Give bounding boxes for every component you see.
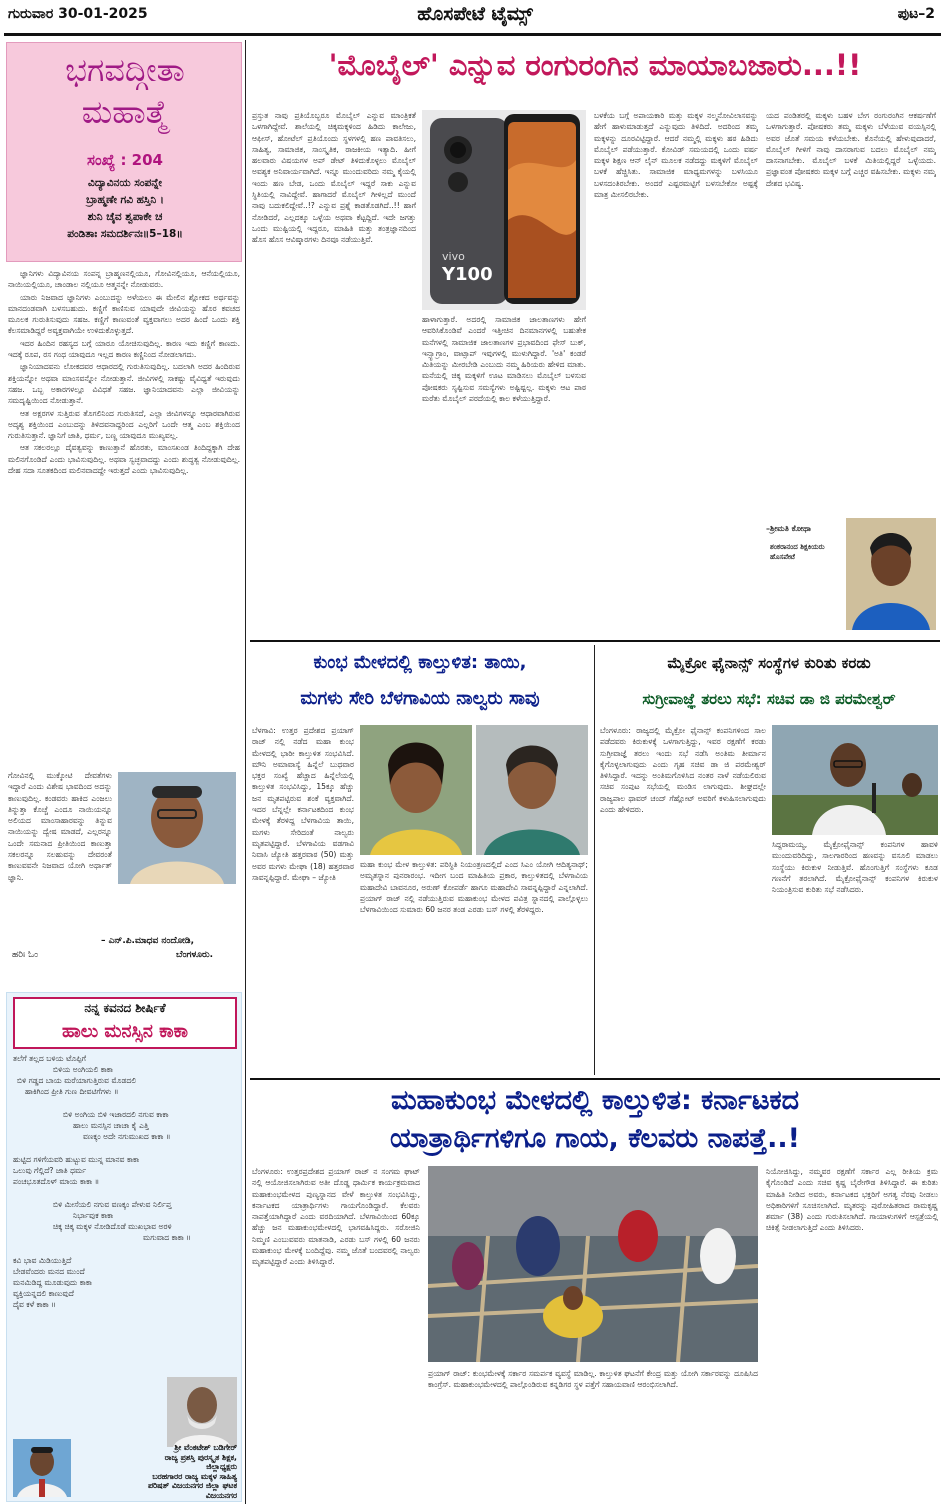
poem-line: ಒಲುವು ಗೆಲ್ಲಿದೆ? ಜಾತಿ ಧರ್ಮ [13,1166,87,1175]
microfinance-article [598,645,940,1075]
shloka-line: ವಿದ್ಯಾವಿನಯ ಸಂಪನ್ನೇ [88,177,162,189]
kumbh-belagavi-article [250,645,590,1075]
poem-body [13,1053,237,1310]
masthead-date: ಗುರುವಾರ 30-01-2025 [8,6,148,22]
poem-line: ದೈವ ಕಳೆ ಕಾಕಾ ॥ [13,1300,56,1309]
gita-author-photo [118,772,236,884]
poem-author-line: ಬರಹಗಾರರ ರಾಜ್ಯ ಮಕ್ಕಳ ಸಾಹಿತ್ಯ [152,1471,237,1481]
poem-stanza [13,1199,237,1243]
poem-stanza [13,1053,237,1097]
poem-line: ಬೇಡವೆಂದರು ಮನದ ಮುಂದೆ [13,1267,85,1276]
gita-paragraph: ಇದರ ಹಿಂದಿನ ರಹಸ್ಯದ ಬಗ್ಗೆ ಯಾರೂ ಯೋಚಿಸುವುದಿಲ್ಲ. ಕಾರಣ ಇದು ಕಣ್ಣಿಗೆ ಕಾಣದು. ಇದಕ್ಕೆ ರೂಪ, ರಸ ಗಂಧ ಯಾವುದೂ ಇಲ್ಲದ ಕಾರಣ ಕಣ್ಣಿನಿಂದ ನೋಡಲಾಗದು. [8,338,240,360]
poem-line: ಹಾಕಿಗಿಂದ ಪ್ರೀತಿ ಗುಣ ದೀವಟಿಗೆಗಳು ॥ [25,1087,119,1096]
kumbh1-headline-line: ಮಗಳು ಸೇರಿ ಬೆಳಗಾವಿಯ ನಾಲ್ವರು ಸಾವು [300,688,540,709]
poem-stanza [13,1109,237,1142]
gita-title-line1: ಭಗವದ್ಗೀತಾ [65,51,185,89]
gita-paragraph: ಆತ ಅಕ್ಷರಗಳ ಸುತ್ತಿರುವ ತೊಗಲಿನಿಂದ ಗುರುತಿಸದೆ, ಎಲ್ಲಾ ಜೀವಿಗಳನ್ನೂ ಆಧಾರವಾಗಿರುವ ಅದೃಶ್ಯ ಶಕ್ತಿಯಿಂದ ಎಂಬುದನ್ನು ತಿಳಿದವನಾದ್ದರಿಂದ ಎಲ್ಲರಿಗೆ ಒಂದೇ ಆತ್ಮ ಎಂಬ ಶಕ್ತಿಯಿಂದ ಗುರುತಿಸುತ್ತಾನೆ. ಜ್ಞಾನಿಗೆ ಜಾತಿ, ಧರ್ಮ, ಬಣ್ಣ ಯಾವುದೂ ಮುಖ್ಯವಲ್ಲ. [8,408,240,441]
kumbh1-headline [250,645,590,717]
poem-title: ಹಾಲು ಮನಸ್ಸಿನ ಕಾಕಾ [61,1021,189,1042]
kumbh2-headline [250,1082,940,1158]
gita-shloka [7,175,243,243]
kumbh1-headline-line: ಕುಂಭ ಮೇಳದಲ್ಲಿ ಕಾಲ್ತುಳಿತ: ತಾಯಿ, [313,652,527,673]
masthead-page-number: ಪುಟ–2 [897,6,935,22]
mobile-col-3: ಬಳಕೆಯ ಬಗ್ಗೆ ಅಪಾಯಕಾರಿ ಮತ್ತು ಮಕ್ಕಳ ನಲ್ಮನೋವಿಲಾಸವನ್ನು ಹೇಗೆ ಹಾಳುಮಾಡುತ್ತದೆ ಎನ್ನುವುದು ತಿಳಿದಿದೆ. ಅದರಿಂದ ತಮ್ಮ ಮಕ್ಕಳನ್ನು ದೂರವಿಟ್ಟಿದ್ದಾರೆ. ಆದರೆ ನಮ್ಮಲ್ಲಿ ಮಕ್ಕಳು ಹಠ ಹಿಡಿದು ಮೊಬೈಲ್ ಪಡೆಯುತ್ತಾರೆ. ಕೋವಿಡ್ ಸಮಯದಲ್ಲಿ ಒಂದು ವರ್ಷ ಮಕ್ಕಳ ಶಿಕ್ಷಣ ಆನ್ ಲೈನ್ ಮೂಲಕ ನಡೆದದ್ದು ಮಕ್ಕಳಿಗೆ ಮೊಬೈಲ್ ಬಳಕೆ ಹೆಚ್ಚಿಸಿತು. ಸಾಮಾಜಿಕ ಮಾಧ್ಯಮಗಳನ್ನು ಬಳಸಿಯೂ ಬಳಸದಂತಿರಬೇಕು. ಅಂದರೆ ಎಷ್ಟರಮಟ್ಟಿಗೆ ಬಳಸಬೇಕೋ ಅಷ್ಟಕ್ಕೆ ಮಾತ್ರ ಮೀಸಲಿರಬೇಕು. [594,111,758,200]
phone-model-label: Y100 [442,264,493,285]
poem-line: ಚಿಕ್ಕ ಚಿಕ್ಕ ಮಕ್ಕಳ ನೋಡಿದೊಡೆ ಮುಖಭಾವ ಅರಳಿ [53,1222,172,1231]
kumbh-karnataka-article [250,1082,940,1502]
masthead-title: ಹೊಸಪೇಟೆ ಟೈಮ್ಸ್ [417,3,533,25]
gita-paragraph: ಯಾರು ನಿಜವಾದ ಜ್ಞಾನಿಗಳು ಎಂಬುದನ್ನು ಅಳೆಯಲು ಈ ಮೇಲಿನ ಶ್ಲೋಕದ ಅರ್ಥವನ್ನು ಮಾನದಂಡವಾಗಿ ಬಳಸಬಹುದು. ಕಣ್ಣಿಗೆ ಕಾಣಿಸುವ ಯಾವುದೇ ಜೀವಿಯನ್ನು ಹೊರ ಕವಚದ ಮೂಲಕ ಗುರುತಿಸುವುದು ಸಹಜ. ಕಣ್ಣಿಗೆ ಕಾಣುವಂತೆ ವ್ಯಕ್ತವಾಗಲು ಅದರ ಹಿಂದೆ ಒಂದು ಶಕ್ತಿ ಕೆಲಸಮಾಡಿದ್ದರೆ ಅವ್ಯಕ್ತವಾಗಿಯೇ ಉಳಿದುಕೊಳ್ಳುತ್ತದೆ. [8,292,240,336]
gita-hari-om: ಹರಿಃ ಓಂ [12,950,39,960]
poem-stanza [13,1154,237,1187]
poem-line: ಬಿಳಿ ಅಂಗಿಯ ಬಿಳಿ ಇಜಾರದಲಿ ನಗುವ ಕಾಕಾ [63,1110,169,1119]
poem-section [6,992,242,1502]
poem-line: ಹುಟ್ಟಿದ ಗಳಿಗೆಯವರಿ ಹುಟ್ಟುವ ಮುನ್ನ ಮಾನವ ಕಾಕಾ [13,1155,140,1164]
poem-heading: ನನ್ನ ಕವನದ ಶೀರ್ಷಿಕೆ [84,1001,166,1015]
poem-line: ನಿರ್ಭಾವುಕ ಕಾಕಾ [73,1211,114,1220]
shloka-line: ಶುನಿ ಚೈವ ಶ್ವಪಾಕೇ ಚ [87,211,163,223]
microfinance-headline-line: ಮೈಕ್ರೋ ಫೈನಾನ್ಸ್ ಸಂಸ್ಥೆಗಳ ಕುರಿತು ಕರಡು [667,654,871,672]
mobile-author-place: ಶಂಕರಾನಂದ ಶಿಕ್ಷಕಿಯರು ಹೊಸಪೇಟೆ [770,543,825,561]
mobile-author-photo [846,518,936,630]
gita-author-name: – ಎನ್.ಪಿ.ಮಾಧವ ನಂದೋಡಿ, [101,936,194,946]
kumbh2-stampede-photo [428,1166,758,1362]
kumbh2-headline-line: ಯಾತ್ರಾರ್ಥಿಗಳಿಗೂ ಗಾಯ, ಕೆಲವರು ನಾಪತ್ತೆ..! [390,1123,800,1154]
microfinance-headline-line: ಸುಗ್ರೀವಾಜ್ಞೆ ತರಲು ಸಭೆ: ಸಚಿವ ಡಾ ಜಿ ಪರಮೇಶ್ವರ್ [642,690,896,708]
poem-line: ಹಾಲು ಮನಸ್ಸಿನ ಚಾಚಾ ಕೈ ಎತ್ತಿ [73,1121,149,1130]
kumbh1-photo-daughter [360,725,472,855]
column-divider [594,645,595,1075]
gita-section [6,42,242,1012]
poem-author-photo [13,1439,71,1497]
masthead-rule [4,33,941,36]
kumbh1-right-text: ಮಹಾ ಕುಂಭ ಮೇಳ ಕಾಲ್ತುಳಿತ: ಪರಿಸ್ಥಿತಿ ನಿಯಂತ್ರಣದಲ್ಲಿದೆ ಎಂದ ಸಿಎಂ ಯೋಗಿ ಆದಿತ್ಯನಾಥ್; ಅಮೃತಸ್ನಾನ ಪುನರಾರಂಭ. ಇದೀಗ ಬಂದ ಮಾಹಿತಿಯ ಪ್ರಕಾರ, ಕಾಲ್ತುಳಿತದಲ್ಲಿ ಬೆಳಗಾವಿಯ ಮಹಾದೇವಿ ಬಾವನೂರ, ಅರುಣ್ ಕೋಪರ್ಡೆ ಹಾಗೂ ಮಹಾದೇವಿ ಸಾವನ್ನಪ್ಪಿದ್ದಾರೆ ಎನ್ನಲಾಗಿದೆ. ಪ್ರಯಾಗ್ ರಾಜ್ ನಲ್ಲಿ ನಡೆಯುತ್ತಿರುವ ಮಹಾಕುಂಭ ಮೇಳದ ಪವಿತ್ರ ಸ್ನಾನದಲ್ಲಿ ಪಾಲ್ಗೊಳ್ಳಲು ಬೆಳಗಾವಿಯಿಂದ ಸುಮಾರು 60 ಜನರ ತಂಡ ಎರಡು ಬಸ್ ಗಳಲ್ಲಿ ತೆರಳಿದ್ದರು. [360,860,588,915]
mobile-col-4: ಯದ ಪಂಡಿತರಲ್ಲಿ ಮಕ್ಕಳು ಬಹಳ ಬೇಗ ರಂಗುರಂಗಿನ ಆಕರ್ಷಣೆಗೆ ಒಳಗಾಗುತ್ತಾರೆ. ಪೋಷಕರು ತಮ್ಮ ಮಕ್ಕಳು ಬೆಳೆಯುವ ವಯಸ್ಸಿನಲ್ಲಿ ಅವರ ಜೊತೆ ಸಮಯ ಕಳೆಯಬೇಕು. ಕೊನೆಯಲ್ಲಿ ಹೇಳುವುದಾದರೆ, ಮೊಬೈಲ್ ಗೀಳಿಗೆ ನಾವು ದಾಸರಾಗುವ ಬದಲು ಮೊಬೈಲ್ ನಮ್ಮ ದಾಸನಾಗಬೇಕು. ಮೊಬೈಲ್ ಬಳಕೆ ಮಿತಿಯಲ್ಲಿದ್ದರೆ ಒಳ್ಳೆಯದು. ಪ್ರಜ್ಞಾವಂತ ಪೋಷಕರು ಮಕ್ಕಳ ಬಗ್ಗೆ ಎಚ್ಚರ ವಹಿಸಬೇಕು. ಮಕ್ಕಳು ನಮ್ಮ ದೇಶದ ಭವಿಷ್ಯ. [766,111,936,188]
poem-author-line: ಶ್ರೀ ವೆಂಕಟೇಶ್ ಬಡಿಗೇರ್ [174,1443,237,1452]
poem-line: ಬಿಳಿ ಮೀಸೆಯಲಿ ನಗುವ ವಣಕ್ಕಂ ಪೇಳುವ ನಿರ್ಲಿಪ್ತ [53,1200,172,1209]
poem-author-line: ರಾಜ್ಯ ಪ್ರಶಸ್ತಿ ಪುರಸ್ಕೃತ ಶಿಕ್ಷಕ, [164,1452,237,1462]
masthead [0,0,945,40]
kumbh1-left-text: ಬೆಳಗಾವಿ: ಉತ್ತರ ಪ್ರದೇಶದ ಪ್ರಯಾಗ್ ರಾಜ್ ನಲ್ಲಿ ನಡೆದ ಮಹಾ ಕುಂಭ ಮೇಳದಲ್ಲಿ ಭಾರೀ ಕಾಲ್ತುಳಿತ ಸಂಭವಿಸಿದೆ. ಮೌನಿ ಅಮಾವಾಸ್ಯೆ ಹಿನ್ನೆಲೆ ಬುಧವಾರ ಭಕ್ತರ ಸಂಖ್ಯೆ ಹೆಚ್ಚಾದ ಹಿನ್ನೆಲೆಯಲ್ಲಿ ಕಾಲ್ತುಳಿತ ಸಂಭವಿಸಿದ್ದು, 15ಕ್ಕೂ ಹೆಚ್ಚು ಜನ ಮೃತಪಟ್ಟಿರುವ ಶಂಕೆ ವ್ಯಕ್ತವಾಗಿದೆ. ಇದರ ಬೆನ್ನಲ್ಲೇ ಕರ್ನಾಟಕದಿಂದ ಕುಂಭ ಮೇಳಕ್ಕೆ ತೆರಳಿದ್ದ ಬೆಳಗಾವಿಯ ತಾಯಿ, ಮಗಳು ಸೇರಿದಂತೆ ನಾಲ್ವರು ಮೃತಪಟ್ಟಿದ್ದಾರೆ. ಬೆಳಗಾವಿಯ ವಡಗಾವಿ ನಿವಾಸಿ ಜ್ಯೋತಿ ಹತ್ತರವಾಠ (50) ಮತ್ತು ಅವರ ಮಗಳು ಮೇಘಾ (18) ಹತ್ತರವಾಠ ಸಾವನ್ನಪ್ಪಿದ್ದಾರೆ. ಮೇಘಾ – ಜ್ಯೋತಿ [252,726,354,882]
microfinance-headline [598,645,940,717]
mobile-col-2: ಹಾಳಾಗುತ್ತಾರೆ. ಅದರಲ್ಲಿ ಸಾಮಾಜಿಕ ಜಾಲತಾಣಗಳು ಹೇಗೆ ಆವರಿಸಿಕೊಂಡಿವೆ ಎಂದರೆ ಇತ್ತೀಚಿನ ದಿನಮಾನಗಳಲ್ಲಿ ಬಹುತೇಕ ಮನೆಗಳಲ್ಲಿ ಸಾಮಾಜಿಕ ಜಾಲತಾಣಗಳ ಪ್ರಭಾವದಿಂದ ಫೇಸ್ ಬುಕ್, ಇನ್ಸ್ಟಾಗ್ರಾಂ, ವಾಟ್ಸಾಪ್ ಇವುಗಳಲ್ಲಿ ಮುಳುಗಿದ್ದಾರೆ. 'ಅತಿ' ಕಂಡರೆ ಮಿತಿಯನ್ನು ಮೀರಬೇಡಿ ಎಂಬುದು ನಮ್ಮ ಹಿರಿಯರು ಹೇಳಿದ ಮಾತು. ಮನೆಯಲ್ಲಿ ಚಿಕ್ಕ ಮಕ್ಕಳಿಗೆ ಊಟ ಮಾಡಿಸಲು ಮೊಬೈಲ್ ಬಳಸುವ ಪೋಷಕರು ಸೃಷ್ಟಿಸುವ ಸಮಸ್ಯೆಗಳು ಅಷ್ಟಿಷ್ಟಲ್ಲ. ಮಕ್ಕಳು ಆಟ ಪಾಠ ಮರೆತು ಮೊಬೈಲ್ ಪರದೆಯಲ್ಲಿ ಕಾಲ ಕಳೆಯುತ್ತಿದ್ದಾರೆ. [422,315,586,404]
column-divider [245,40,246,1504]
poem-line: ಕವಿ ಭಾವ ಮಿಡಿಯುತ್ತಿದೆ [13,1256,72,1265]
section-divider [250,640,940,642]
mobile-col-1: ಪ್ರಸ್ತುತ ನಾವು ಪ್ರತಿಯೊಬ್ಬರೂ ಮೊಬೈಲ್ ಎನ್ನುವ ಮಾಂತ್ರಿಕತೆ ಒಳಗಾಗಿದ್ದೇವೆ. ಶಾಲೆಯಲ್ಲಿ ಚಿಕ್ಕಮಕ್ಕಳಿಂದ ಹಿಡಿದು ಕಾಲೇಜು, ಆಫೀಸ್, ಹೋಟೆಲ್ ಪ್ರತಿಯೊಂದು ಸ್ಥಳಗಳಲ್ಲಿ ಹಣ ಪಾವತಿಸಲು, ಸಾಹಿತ್ಯ, ಸಾಮಾಜಿಕ, ಸಾಂಸ್ಕೃತಿಕ, ರಾಜಕೀಯ ಇತ್ಯಾದಿ. ಹೀಗೆ ಹಲವಾರು ವಿಷಯಗಳ ಅಪ್ ಡೇಟ್ ತಿಳಿದುಕೊಳ್ಳಲು ಮೊಬೈಲ್ ಅವಶ್ಯಕ ಅನಿವಾರ್ಯವಾಗಿದೆ. ಇನ್ನೂ ಮುಂದುವರಿದು ನಮ್ಮ ಕೈಯಲ್ಲಿ ಇಂದು ಹಣ ಬೇಡ, ಒಂದು ಮೊಬೈಲ್ ಇದ್ದರೆ ಸಾಕು ಎನ್ನುವ ಸ್ಥಿತಿಯಲ್ಲಿ ನಾವಿದ್ದೇವೆ. ಹಾಗಾದರೆ ಮೊಬೈಲ್ ಗೀಳಿಲ್ಲದೆ ಮುಂದೆ ನಾವು ಬದುಕಲಿದ್ದೇವೆ..!? ಎನ್ನುವ ಪ್ರಶ್ನೆ ಕಾಡತೊಡಗಿದೆ..!! ಹಾಗೆ ನೋಡಿದರೆ, ಎಲ್ಲದಕ್ಕೂ ಒಳ್ಳೆಯ ಅಥವಾ ಕೆಟ್ಟದ್ದಿದೆ. ಇದೇ ಜಗತ್ತು ಒಂದು ಮುಷ್ಟಿಯಲ್ಲಿ ಇದ್ದರೂ, ಮಾಹಿತಿ ಮತ್ತು ತಂತ್ರಜ್ಞಾನದಿಂದ ಹೊಸ ಹೊಸ ಆವಿಷ್ಕಾರಗಳು ದಿನವೂ ನಡೆಯುತ್ತಿವೆ. [252,111,416,245]
poem-line: ವಣಕ್ಕಂ ಅದೇ ನಗುಮುಖದ ಕಾಕಾ ॥ [83,1132,171,1141]
poem-stanza [13,1255,123,1310]
microfinance-minister-photo [772,725,938,835]
poem-line: ಬಿಳಿ ಗಡ್ಡದ ಬಾಯ ಮರೆಯಾಗುತ್ತಿರುವ ಮೊಡದಲಿ [17,1076,137,1085]
gita-paragraph: ಜ್ಞಾನಿಗಳು ವಿದ್ಯಾವಿನಯ ಸಂಪನ್ನ ಬ್ರಾಹ್ಮಣನಲ್ಲಿಯೂ, ಗೋವಿನಲ್ಲಿಯೂ, ಆನೆಯಲ್ಲಿಯೂ, ನಾಯಿಯಲ್ಲಿಯೂ, ಚಾಂಡಾಲ ನಲ್ಲಿಯೂ ಆತ್ಮನನ್ನೇ ನೋಡುವರು. [8,269,240,290]
mobile-article [250,42,940,638]
phone-brand-label: vivo [442,250,465,263]
poem-line: ತಲೆಗೆ ತಲ್ಲದ ಬಳಿಯ ಟೊಪ್ಪಿಗೆ [13,1054,87,1063]
poem-line: ವ್ಯಕ್ತಿಯನ್ನದಲಿ ಕಾಣುವುದೆ [13,1289,74,1298]
kumbh2-photo-caption: ಪ್ರಯಾಗ್ ರಾಜ್: ಕುಂಭಮೇಳಕ್ಕೆ ಸರ್ಕಾರ ಸಮರ್ಪಕ ವ್ಯವಸ್ಥೆ ಮಾಡಿಲ್ಲ. ಕಾಲ್ತುಳಿತ ಘಟನೆಗೆ ಕೇಂದ್ರ ಮತ್ತು ಯೋಗಿ ಸರ್ಕಾರವನ್ನು ದೂಷಿಸಿದ ಕಾಂಗ್ರೆಸ್. ಮಹಾಕುಂಭಮೇಳದಲ್ಲಿ ಪಾಲ್ಗೊಂಡಿರುವ ಕನ್ನಡಿಗರ ಸ್ಥಳ ಪತ್ತೆಗೆ ಸಹಾಯವಾಣಿ ಆರಂಭಿಸಲಾಗಿದೆ. [428,1369,758,1390]
gita-closing: ಗೋವಿನಲ್ಲಿ ಮುಕ್ಕೋಟಿ ದೇವತೆಗಳು ಇದ್ದಾರೆ ಎಂದು ವಿಶೇಷ ಭಾವದಿಂದ ಅದನ್ನು ಕಾಣುವುದಿಲ್ಲ. ಕಂಡವರು ಹಾಕಿದ ಎಂಜಲು ತಿನ್ನುತ್ತಾ ಕೊಚ್ಚೆ ಎಂದೂ ನಾಯಿಯನ್ನೂ ಅಲಿಯದ ಮಾಂಸಾಹಾರವನ್ನು ತಿನ್ನುವ ನಾಯಿಯನ್ನು ದ್ವೇಷ ಮಾಡದೆ, ಎಲ್ಲರನ್ನೂ ಒಂದೇ ಸಮನಾದ ಪ್ರೀತಿಯಿಂದ ಕಾಣುತ್ತಾ ಸಕಲರನ್ನೂ ಸಲಹುವನ್ನು ದೇವರಂತೆ ಕಾಣುವವನೇ ನಿಜವಾದ ಯೋಗಿ ಅರ್ಥಾತ್ ಜ್ಞಾನಿ. [8,771,112,882]
gita-title [7,49,243,133]
poem-line: ಮಗುವಾದ ಕಾಕಾ ॥ [143,1233,191,1242]
gita-paragraph: ಆತ ಸಕಲರಲ್ಲೂ ದೈವತ್ವವನ್ನು ಕಾಣುತ್ತಾನೆ ಹೊರತು, ಮಾಂಸಖಂಡ ತಿಂದಿದ್ದಕ್ಕಾಗಿ ದೇಹ ಮಲಿನಗೊಂಡಿದೆ ಎಂದು ಭಾವಿಸುವುದಿಲ್ಲ. ಅಥವಾ ಸ್ವಚ್ಛವಾದದ್ದು ಎಂದು ಶುದ್ಧತ್ವ ನೋಡುವುದಿಲ್ಲ. ದೇಹ ಸದಾ ಸೂತಕದಿಂದ ಮಲಿನವಾದದ್ದೇ ಇರುತ್ತದೆ ಎಂದು ಭಾವಿಸುವುದಿಲ್ಲ. [8,443,240,476]
poem-author-line: ಪರಿಷತ್ ವಿಜಯನಗರ ಜಿಲ್ಲಾ ಘಟಕ [148,1481,237,1491]
poem-author-line: ಜಿಲ್ಲಾಧ್ಯಕ್ಷರು [206,1462,237,1472]
kumbh2-right-text: ನಿಯೋಜಿಸಿದ್ದು, ನಮ್ಮವರ ರಕ್ಷಣೆಗೆ ಸರ್ಕಾರ ಎಲ್ಲ ರೀತಿಯ ಕ್ರಮ ಕೈಗೊಂಡಿದೆ ಎಂದು ಸಚಿವ ಕೃಷ್ಣ ಬೈರೇಗೌಡ ತಿಳಿಸಿದ್ದಾರೆ. ಈ ಕುರಿತು ಮಾಹಿತಿ ನೀಡಿದ ಅವರು, ಕರ್ನಾಟಕದ ಭಕ್ತರಿಗೆ ಅಗತ್ಯ ನೆರವು ನೀಡಲು ಅಧಿಕಾರಿಗಳಿಗೆ ಸೂಚಿಸಲಾಗಿದೆ. ಮೃತರನ್ನು ಪುರೋಹಿತರಾದ ರಾಮಕೃಷ್ಣ ಶರ್ಮಾ (38) ಎಂದು ಗುರುತಿಸಲಾಗಿದೆ. ಗಾಯಾಳುಗಳಿಗೆ ಆಸ್ಪತ್ರೆಯಲ್ಲಿ ಚಿಕಿತ್ಸೆ ನೀಡಲಾಗುತ್ತಿದೆ ಎಂದು ತಿಳಿಸಿದರು. [766,1167,938,1233]
gita-header-box [6,42,242,262]
poem-subject-photo [167,1377,237,1447]
mobile-phone-photo [422,110,586,310]
gita-title-line2: ಮಹಾತ್ಮೆ [81,93,169,131]
mobile-headline: 'ಮೊಬೈಲ್' ಎನ್ನುವ ರಂಗುರಂಗಿನ ಮಾಯಾಬಜಾರು...!! [328,48,862,82]
poem-author-line: ವಿಜಯನಗರ [205,1490,237,1500]
poem-line: ಮನಮಿಡಿದ್ದ ಮೂಡುವುದು ಕಾಕಾ [13,1278,92,1287]
poem-line: ಬಿಳಿಯ ಅಂಗಿಯಲಿ ಕಾಕಾ [53,1065,113,1074]
microfinance-left-text: ಬೆಂಗಳೂರು: ರಾಜ್ಯದಲ್ಲಿ ಮೈಕ್ರೋ ಫೈನಾನ್ಸ್ ಕಂಪನಿಗಳಿಂದ ಸಾಲ ಪಡೆದವರು ಕಿರುಕುಳಕ್ಕೆ ಒಳಗಾಗುತ್ತಿದ್ದು, ಇವರ ರಕ್ಷಣೆಗೆ ಕರಡು ಸುಗ್ರೀವಾಜ್ಞೆ ತರಲು ಇಂದು ಸಭೆ ನಡೆಸಿ ಅಂತಿಮ ತೀರ್ಮಾನ ಕೈಗೊಳ್ಳಲಾಗುವುದು ಎಂದು ಗೃಹ ಸಚಿವ ಡಾ ಜಿ ಪರಮೇಶ್ವರ್ ತಿಳಿಸಿದ್ದಾರೆ. ಇದನ್ನು ಅಂತಿಮಗೊಳಿಸಿದ ನಂತರ ನಾಳೆ ನಡೆಯಲಿರುವ ಸಚಿವ ಸಂಪುಟ ಸಭೆಯಲ್ಲಿ ಮಂಡಿಸ ಲಾಗುವುದು. ಶೀಘ್ರದಲ್ಲೇ ರಾಜ್ಯಪಾಲ ಥಾವರ್ ಚಂದ್ ಗೆಹ್ಲೋಟ್ ಅವರಿಗೆ ಕಳುಹಿಸಲಾಗುವುದು ಎಂದು ಹೇಳಿದರು. [600,726,766,815]
gita-paragraph: ಜ್ಞಾನಿಯಾದವನು ಲೋಕದವರ ಆಧಾರದಲ್ಲಿ ಗುರುತಿಸುವುದಿಲ್ಲ. ಬದಲಾಗಿ ಅದರ ಹಿಂದಿರುವ ಶಕ್ತಿಯನ್ನೋ ಅಥವಾ ಮಾಂಸವನ್ನೋ ನೋಡುತ್ತಾನೆ. ಜೀವಿಗಳಲ್ಲಿ ಸಾಕಷ್ಟು ವೈವಿಧ್ಯತೆ ಇರುವುದು ಸಹಜ. ಒಬ್ಬ ಅಕಾರಗಳಲ್ಲೂ ವಿವಿಧತೆ ಸಹಜ. ಜ್ಞಾನಿಯಾದವನು ಎಲ್ಲಾ ಜೀವಿಯನ್ನು ಸಮದೃಷ್ಟಿಯಿಂದ ನೋಡುತ್ತಾನೆ. [8,362,240,406]
kumbh1-photo-mother [476,725,588,855]
poem-line: ಪಂಚಭೂತದೊಳ್ ಮಾಯ ಕಾಕಾ ॥ [13,1177,100,1186]
gita-body [8,268,240,768]
kumbh2-headline-line: ಮಹಾಕುಂಭ ಮೇಳದಲ್ಲಿ ಕಾಲ್ತುಳಿತ: ಕರ್ನಾಟಕದ [390,1085,800,1116]
kumbh2-left-text: ಬೆಂಗಳೂರು: ಉತ್ತರಪ್ರದೇಶದ ಪ್ರಯಾಗ್ ರಾಜ್ ನ ಸಂಗಮ ಘಾಟ್ ನಲ್ಲಿ ಆಯೋಜಿಸಲಾಗಿರುವ ಅತೀ ದೊಡ್ಡ ಧಾರ್ಮಿಕ ಕಾರ್ಯಕ್ರಮವಾದ ಮಹಾಕುಂಭಮೇಳದ ಪುಣ್ಯಸ್ನಾನದ ವೇಳೆ ಕಾಲ್ತುಳಿತ ಸಂಭವಿಸಿದ್ದು, ಕರ್ನಾಟಕದ ಯಾತ್ರಾರ್ಥಿಗಳು ಗಾಯಗೊಂಡಿದ್ದಾರೆ. ಕೆಲವರು ನಾಪತ್ತೆಯಾಗಿದ್ದಾರೆ ಎಂದು ವರದಿಯಾಗಿದೆ. ಬೆಳಗಾವಿಯಿಂದ 60ಕ್ಕೂ ಹೆಚ್ಚು ಜನ ಮಹಾಕುಂಭಮೇಳದಲ್ಲಿ ಭಾಗವಹಿಸಿದ್ದರು. ಸರೋಜಿನಿ ನಿಮ್ಮಣಿ ಎಂಬುವವರು ಮಾತನಾಡಿ, ಎರಡು ಬಸ್ ಗಳಲ್ಲಿ 60 ಜನರು ಮಹಾಕುಂಭ ಮೇಳಕ್ಕೆ ಬಂದಿದ್ದೆವು. ನಮ್ಮ ಜೊತೆ ಬಂದವರಲ್ಲಿ ನಾಲ್ವರು ಮೃತಪಟ್ಟಿದ್ದಾರೆ ಎಂದು ತಿಳಿಸಿದ್ದಾರೆ. [252,1167,420,1267]
poem-heading-box [13,997,237,1049]
shloka-line: ಪಂಡಿತಾಃ ಸಮದರ್ಶಿನಃ॥5–18॥ [67,228,183,240]
section-divider [250,1078,940,1080]
mobile-author-name: –ಶ್ರೀಮತಿ ಕೋಥಾ [766,524,811,533]
poem-author-block [79,1443,237,1501]
gita-issue-number: ಸಂಖ್ಯೆ : 204 [87,151,163,169]
shloka-line: ಬ್ರಾಹ್ಮಣೇ ಗವಿ ಹಸ್ತಿನಿ । [86,194,164,206]
microfinance-right-text: ಸಿದ್ದರಾಮಯ್ಯ, ಮೈಕ್ರೋಫೈನಾನ್ಸ್ ಕಂಪನಿಗಳ ಹಾವಳಿ ಮುಂದುವರಿದಿದ್ದು, ಸಾಲಗಾರರಿಂದ ಹಣವನ್ನು ವಸೂಲಿ ಮಾಡಲು ಸಂಸ್ಥೆಯು ಕಿರುಕುಳ ನೀಡುತ್ತಿವೆ. ಹೊಂಗುತ್ತಿಗೆ ಸಂಸ್ಥೆಗಳು ಕೂಡ ಗಣನೆಗೆ ತರಲಾಗಿದೆ. ಮೈಕ್ರೋಫೈನಾನ್ಸ್ ಕಂಪನಿಗಳ ಕಿರುಕುಳ ನಿಯಂತ್ರಿಸುವ ಕುರಿತು ಸಭೆ ನಡೆಸಿದರು. [772,840,938,895]
gita-author-place: ಬೆಂಗಳೂರು. [176,950,214,960]
